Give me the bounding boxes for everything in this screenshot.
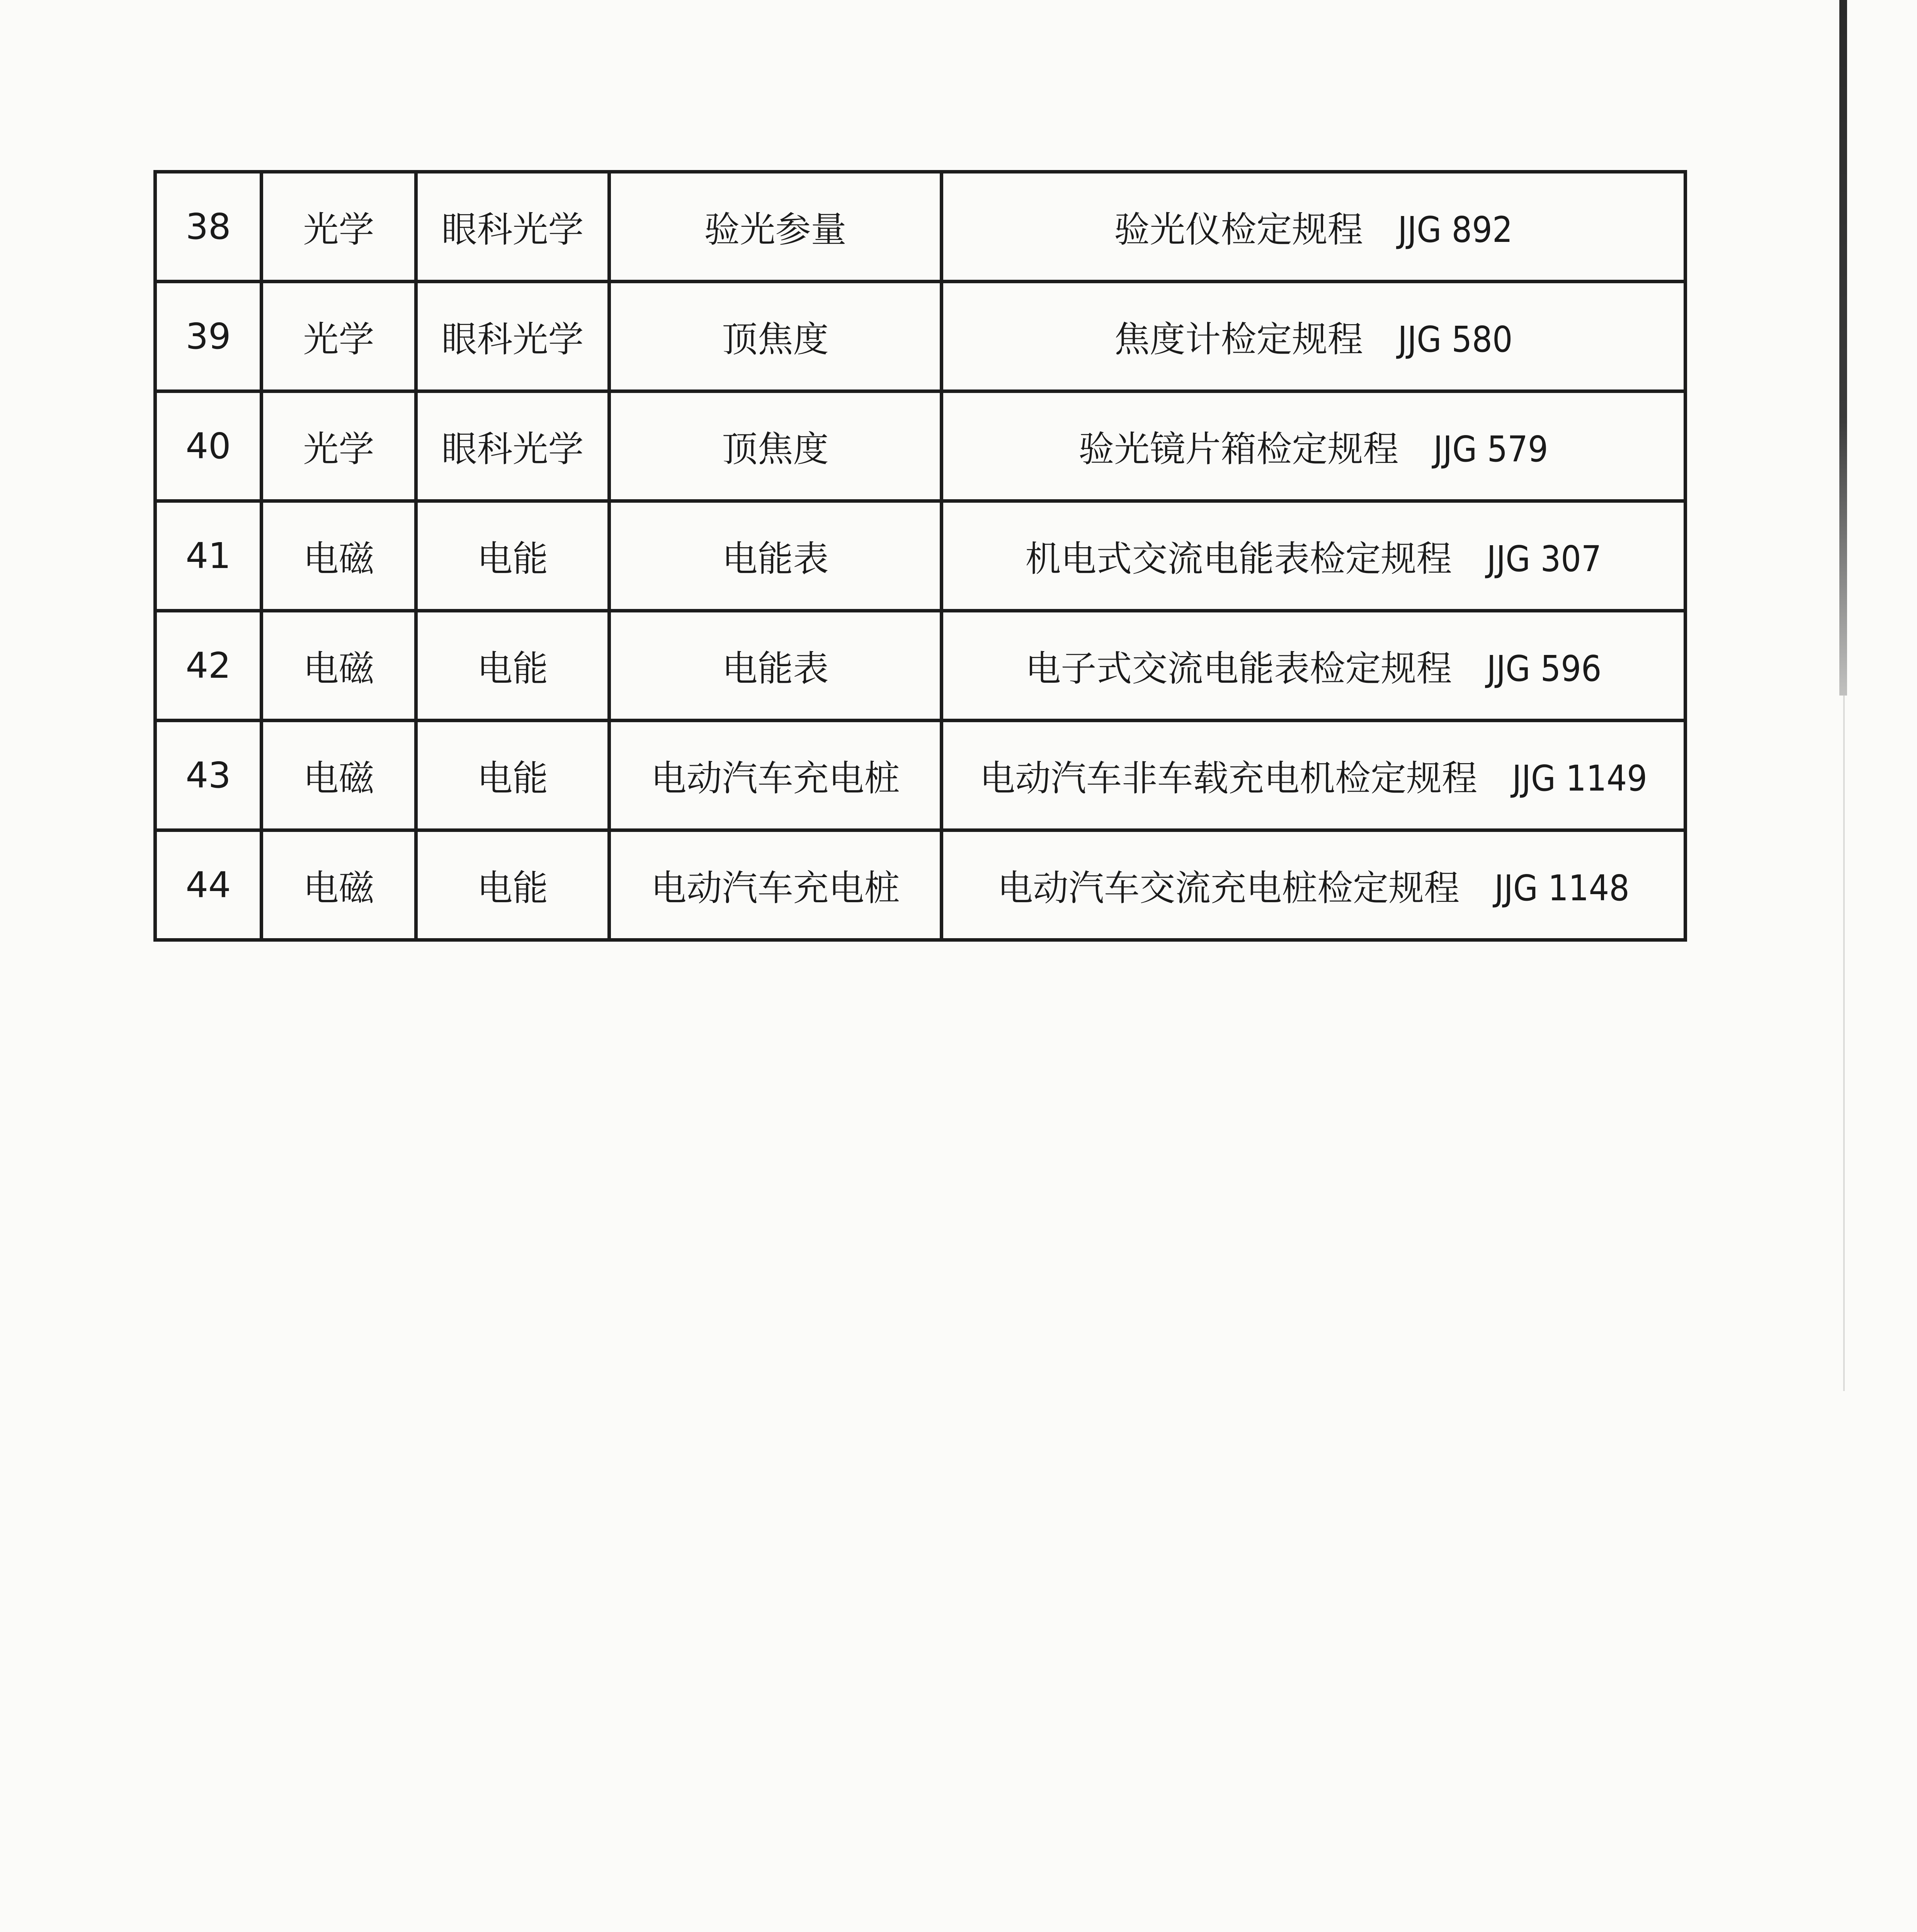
- row-number: 44: [155, 830, 262, 940]
- category-cell: 电磁: [262, 830, 416, 940]
- row-number: 38: [155, 172, 262, 282]
- category-cell: 电磁: [262, 501, 416, 611]
- standard-name: 电子式交流电能表检定规程: [1025, 648, 1452, 689]
- standard-code: JJG 1149: [1512, 757, 1647, 799]
- table-row: [155, 501, 1686, 611]
- subcategory-cell: 眼科光学: [416, 391, 609, 501]
- category-cell: 光学: [262, 282, 416, 391]
- item-cell: 顶焦度: [609, 282, 942, 391]
- row-number: 39: [155, 282, 262, 391]
- category-cell: 光学: [262, 391, 416, 501]
- subcategory-cell: 电能: [416, 830, 609, 940]
- standard-code: JJG 892: [1398, 209, 1513, 250]
- standard-name: 电动汽车非车载充电机检定规程: [980, 757, 1478, 799]
- item-cell: 电能表: [609, 611, 942, 721]
- standard-cell: [942, 391, 1686, 501]
- standard-code: JJG 1148: [1494, 867, 1630, 909]
- scan-edge-shadow: [1843, 696, 1845, 1391]
- table-row: [155, 391, 1686, 501]
- item-cell: 验光参量: [609, 172, 942, 282]
- item-cell: 电能表: [609, 501, 942, 611]
- table-row: [155, 611, 1686, 721]
- row-number: 42: [155, 611, 262, 721]
- standard-code: JJG 579: [1433, 428, 1548, 470]
- row-number: 41: [155, 501, 262, 611]
- category-cell: 光学: [262, 172, 416, 282]
- table-row: [155, 172, 1686, 282]
- standard-cell: [942, 282, 1686, 391]
- row-number: 40: [155, 391, 262, 501]
- subcategory-cell: 眼科光学: [416, 282, 609, 391]
- scan-edge-mark: [1839, 0, 1847, 696]
- standard-code: JJG 580: [1398, 318, 1513, 360]
- standard-cell: [942, 611, 1686, 721]
- table-row: [155, 830, 1686, 940]
- standard-code: JJG 596: [1487, 648, 1602, 689]
- subcategory-cell: 眼科光学: [416, 172, 609, 282]
- standard-cell: [942, 721, 1686, 830]
- table-row: [155, 721, 1686, 830]
- standard-code: JJG 307: [1487, 538, 1602, 580]
- standard-name: 电动汽车交流充电桩检定规程: [997, 867, 1460, 909]
- standard-cell: [942, 830, 1686, 940]
- item-cell: 电动汽车充电桩: [609, 830, 942, 940]
- table-row: [155, 282, 1686, 391]
- category-cell: 电磁: [262, 721, 416, 830]
- category-cell: 电磁: [262, 611, 416, 721]
- standard-name: 验光镜片箱检定规程: [1078, 428, 1399, 470]
- subcategory-cell: 电能: [416, 501, 609, 611]
- standard-cell: [942, 172, 1686, 282]
- standard-name: 焦度计检定规程: [1114, 318, 1363, 360]
- subcategory-cell: 电能: [416, 611, 609, 721]
- standard-cell: [942, 501, 1686, 611]
- item-cell: 电动汽车充电桩: [609, 721, 942, 830]
- standard-name: 验光仪检定规程: [1114, 209, 1363, 250]
- item-cell: 顶焦度: [609, 391, 942, 501]
- subcategory-cell: 电能: [416, 721, 609, 830]
- standard-name: 机电式交流电能表检定规程: [1025, 538, 1452, 580]
- row-number: 43: [155, 721, 262, 830]
- verification-spec-table: [153, 170, 1687, 942]
